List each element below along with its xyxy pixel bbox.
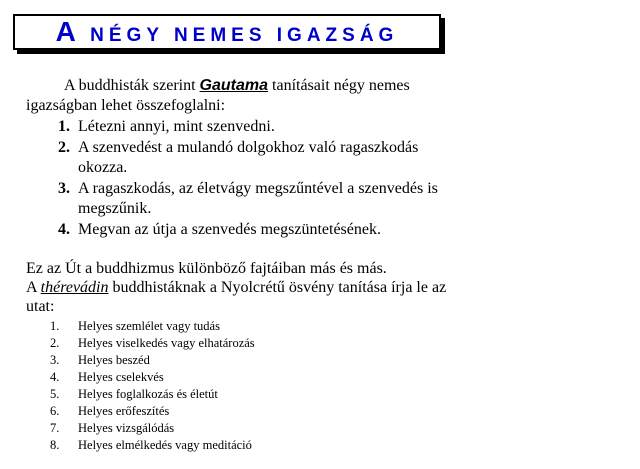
path-text: Helyes beszéd: [78, 353, 150, 367]
title-box: [13, 14, 441, 50]
therevadin-term: thérevádin: [40, 279, 109, 296]
truth-text: Megvan az útja a szenvedés megszüntetésének.: [78, 221, 381, 238]
list-item: [26, 318, 446, 335]
path-intro-line1: Ez az Út a buddhizmus különböző fajtáiban más és más.: [26, 260, 387, 277]
four-truths-list: [26, 117, 446, 241]
path-text: Helyes foglalkozás és életút: [78, 387, 218, 401]
path-text: Helyes viselkedés vagy elhatározás: [78, 336, 255, 350]
path-intro-line2: [26, 278, 466, 316]
truth-text: A ragaszkodás, az életvágy megszűntével a szenvedés is megszűnik.: [78, 180, 438, 217]
truth-number: 1.: [58, 118, 70, 135]
path-text: Helyes vizsgálódás: [78, 421, 175, 435]
list-item: [26, 369, 446, 386]
intro-after: tanításait négy nemes igazságban lehet összefoglalni:: [26, 77, 410, 114]
path-number: 1.: [50, 319, 60, 333]
path-number: 4.: [50, 370, 60, 384]
truth-text: A szenvedést a mulandó dolgokhoz való ragaszkodás okozza.: [78, 139, 419, 176]
path-number: 2.: [50, 336, 60, 350]
list-item: [26, 437, 446, 454]
path-intro-after: buddhistáknak a Nyolcrétű ösvény tanítása írja le az utat:: [26, 279, 447, 315]
intro-before: A buddhisták szerint: [64, 77, 200, 94]
list-item: [26, 420, 446, 437]
list-item: [26, 138, 446, 178]
intro-paragraph: [26, 76, 446, 116]
path-number: 5.: [50, 387, 60, 401]
path-number: 3.: [50, 353, 60, 367]
path-number: 6.: [50, 404, 60, 418]
path-text: Helyes szemlélet vagy tudás: [78, 319, 220, 333]
path-number: 8.: [50, 438, 60, 452]
truth-text: Létezni annyi, mint szenvedni.: [78, 118, 275, 135]
eightfold-path-list: [26, 318, 446, 454]
title-first-letter: A: [55, 16, 80, 47]
page-title: [56, 16, 399, 48]
list-item: [26, 352, 446, 369]
path-number: 7.: [50, 421, 60, 435]
list-item: [26, 386, 446, 403]
path-text: Helyes erőfeszítés: [78, 404, 170, 418]
list-item: [26, 179, 446, 219]
path-text: Helyes cselekvés: [78, 370, 164, 384]
truth-number: 4.: [58, 221, 70, 238]
gautama-name: Gautama: [199, 77, 269, 94]
path-intro-paragraph: [26, 259, 466, 316]
path-text: Helyes elmélkedés vagy meditáció: [78, 438, 252, 452]
truth-number: 3.: [58, 180, 70, 197]
path-intro-before: A: [26, 279, 41, 296]
list-item: [26, 117, 446, 137]
list-item: [26, 335, 446, 352]
list-item: [26, 220, 446, 240]
list-item: [26, 403, 446, 420]
title-rest: NÉGY NEMES IGAZSÁG: [90, 25, 399, 46]
truth-number: 2.: [58, 139, 70, 156]
